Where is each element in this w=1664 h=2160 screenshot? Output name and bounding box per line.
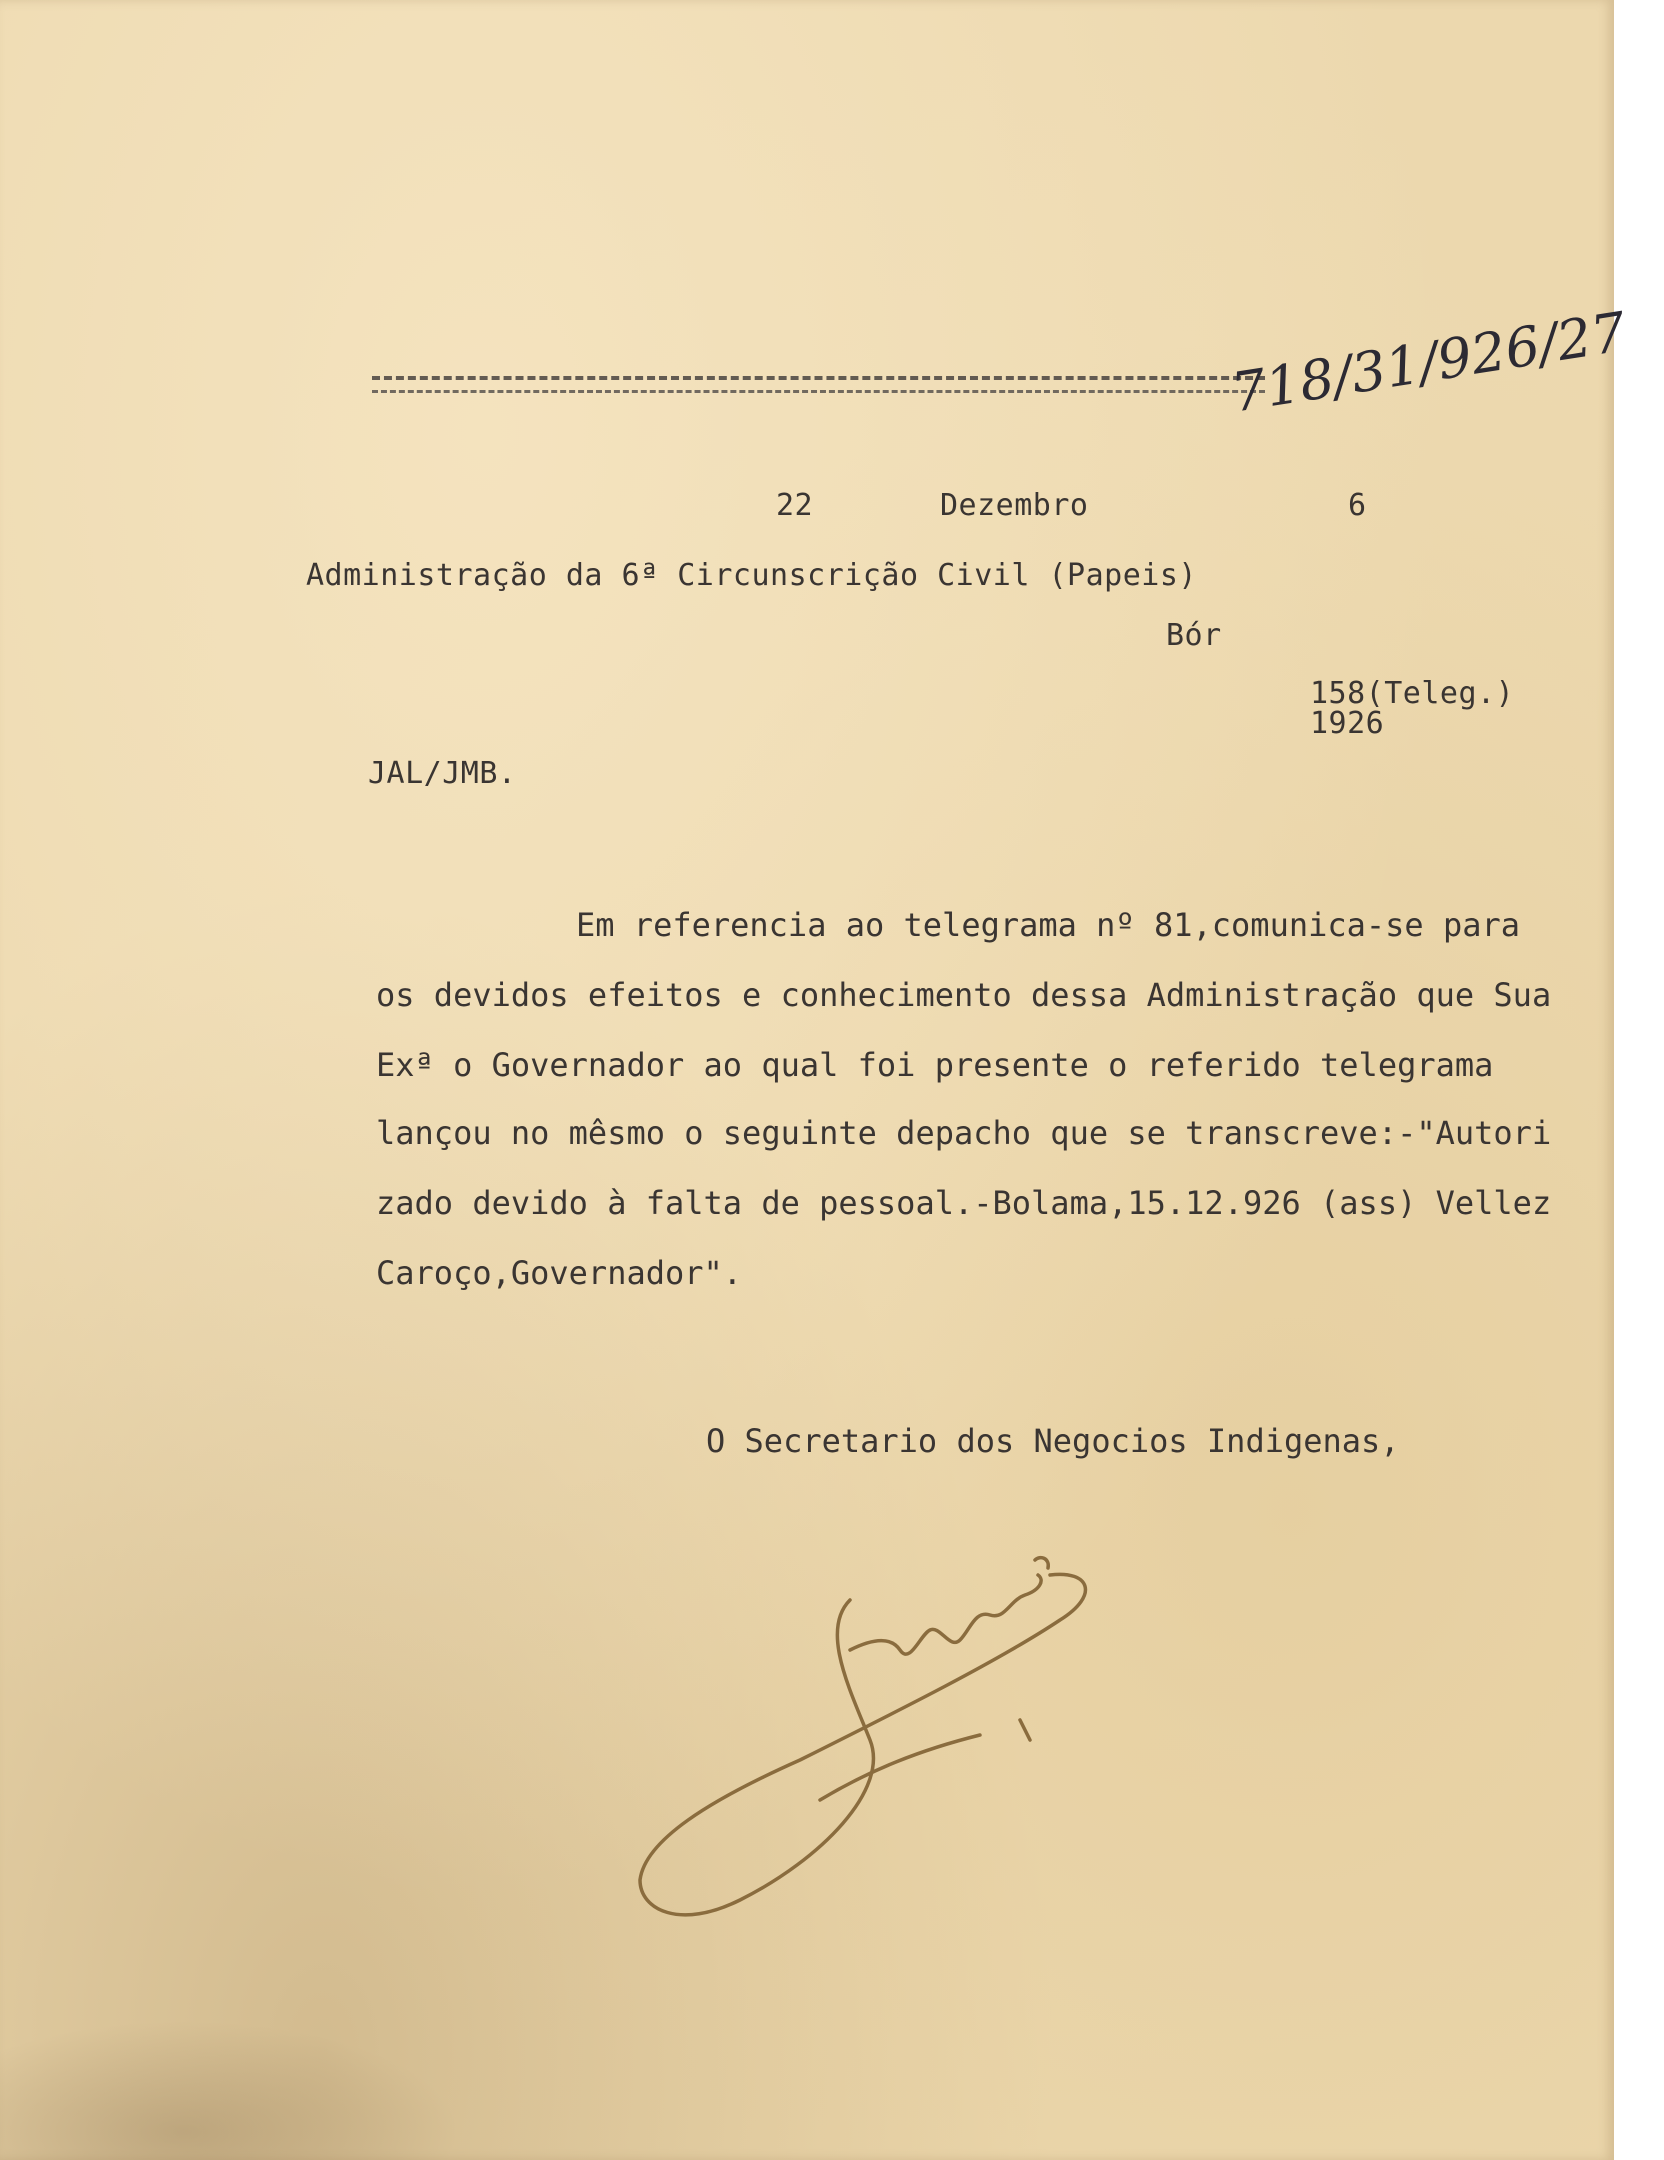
handwritten-reference: 718/31/926/27 [1227, 300, 1631, 425]
closing-line: O Secretario dos Negocios Indigenas, [706, 1422, 1400, 1460]
body-line: Exª o Governador ao qual foi presente o referido telegrama [376, 1046, 1494, 1084]
signature [620, 1540, 1180, 1940]
location: Bór [1166, 618, 1222, 653]
body-line: Caroço,Governador". [376, 1254, 743, 1292]
paper-stain [0, 2020, 460, 2160]
date-day: 22 [776, 488, 814, 523]
body-line: zado devido à falta de pessoal.-Bolama,15.12.926 (ass) Vellez [376, 1184, 1552, 1222]
body-line: lançou no mêsmo o seguinte depacho que se transcreve:-"Autori [376, 1114, 1552, 1152]
body-line: os devidos efeitos e conhecimento dessa Administração que Sua [376, 976, 1552, 1014]
body-line: Em referencia ao telegrama nº 81,comunica-se para [576, 906, 1521, 944]
initials: JAL/JMB. [368, 756, 517, 791]
telegram-year: 1926 [1310, 706, 1385, 741]
dashed-header-rule [372, 376, 1265, 393]
addressee: Administração da 6ª Circunscrição Civil (Papeis) [306, 558, 1197, 593]
telegram-ref: 158(Teleg.) [1310, 676, 1515, 711]
date-number: 6 [1348, 488, 1367, 523]
date-month: Dezembro [940, 488, 1089, 523]
